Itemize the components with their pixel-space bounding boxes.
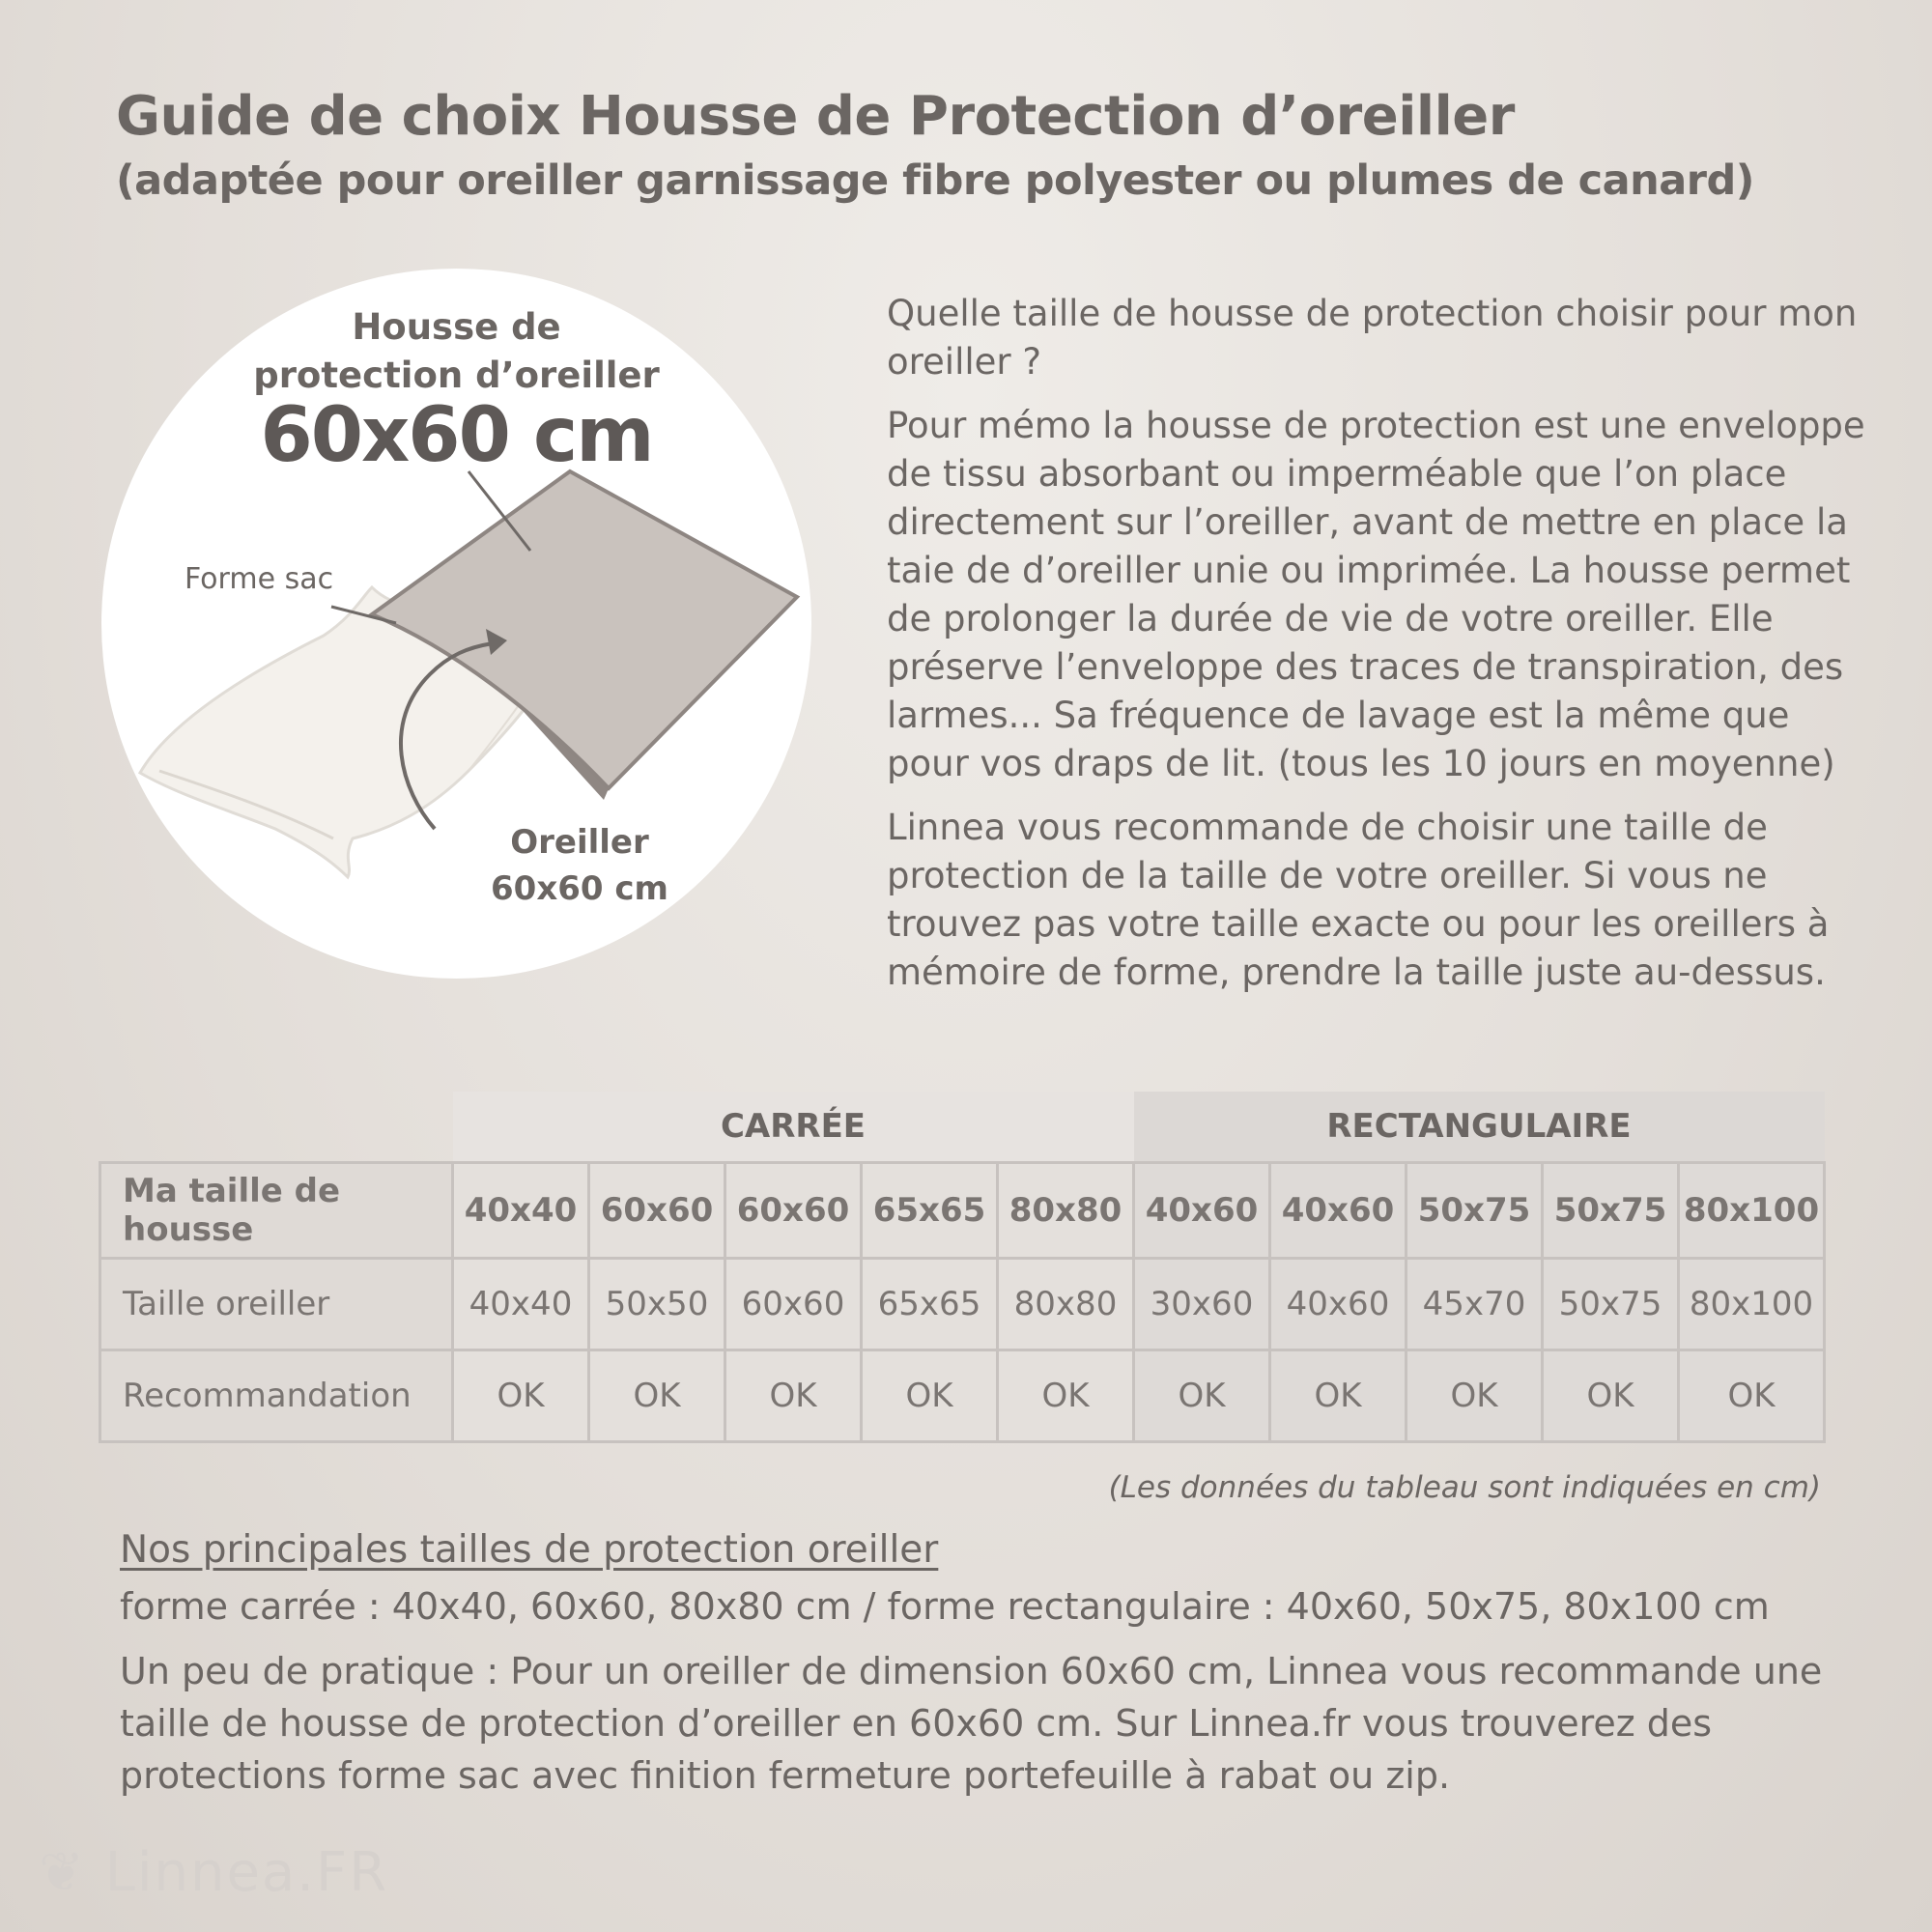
table-cell: 80x80 [998, 1163, 1134, 1259]
group-header-carree: CARRÉE [453, 1092, 1134, 1163]
pillow-label [483, 819, 676, 912]
table-cell: OK [1270, 1350, 1406, 1442]
cover-label-line2: protection d’oreiller [253, 355, 660, 396]
table-cell: 80x100 [1679, 1163, 1825, 1259]
table-cell: 50x75 [1543, 1259, 1679, 1350]
row-label-oreiller: Taille oreiller [100, 1259, 453, 1350]
table-cell: 65x65 [862, 1163, 998, 1259]
table-cell: 40x60 [1270, 1259, 1406, 1350]
table-cell: OK [589, 1350, 725, 1442]
pillow-label-line2: 60x60 cm [491, 869, 668, 908]
cover-label-line1: Housse de [352, 306, 561, 348]
size-table [99, 1092, 1826, 1443]
forme-label: Forme sac [185, 562, 334, 596]
table-cell: 30x60 [1134, 1259, 1270, 1350]
practice-text: Un peu de pratique : Pour un oreiller de dimension 60x60 cm, Linnea vous recommande une taille de housse de protection d’oreiller en 60x60 cm. Sur Linnea.fr vous trouverez des protections forme sac avec finition fermeture portefeuille à rabat ou zip. [120, 1650, 1823, 1797]
cover-label [101, 303, 811, 400]
table-row-housse [100, 1163, 1825, 1259]
table-note: (Les données du tableau sont indiquées en cm) [1108, 1470, 1821, 1505]
intro-question: Quelle taille de housse de protection choisir pour mon oreiller ? [887, 293, 1858, 383]
table-cell: 60x60 [725, 1163, 862, 1259]
table-cell: 40x40 [453, 1163, 589, 1259]
brand-logo-text: Linnea.FR [104, 1841, 389, 1904]
page-subtitle: (adaptée pour oreiller garnissage fibre polyester ou plumes de canard) [116, 156, 1754, 205]
table-cell: OK [1134, 1350, 1270, 1442]
table-cell: 50x75 [1543, 1163, 1679, 1259]
table-cell: 45x70 [1406, 1259, 1543, 1350]
table-cell: OK [862, 1350, 998, 1442]
row-label-housse: Ma taille de housse [100, 1163, 453, 1259]
table-row-oreiller [100, 1259, 1825, 1350]
leaf-icon: ❦ [39, 1841, 105, 1904]
table-cell: 40x40 [453, 1259, 589, 1350]
table-cell: 80x100 [1679, 1259, 1825, 1350]
group-header-row [100, 1092, 1825, 1163]
page-title: Guide de choix Housse de Protection d’oreiller [116, 85, 1515, 148]
sizes-section-line: forme carrée : 40x40, 60x60, 80x80 cm / forme rectangulaire : 40x60, 50x75, 80x100 cm [120, 1585, 1770, 1628]
group-header-rect: RECTANGULAIRE [1134, 1092, 1825, 1163]
table-cell: 60x60 [725, 1259, 862, 1350]
table-cell: 80x80 [998, 1259, 1134, 1350]
table-cell: OK [725, 1350, 862, 1442]
group-header-empty [100, 1092, 453, 1163]
table-cell: OK [1406, 1350, 1543, 1442]
table-cell: 40x60 [1134, 1163, 1270, 1259]
table-cell: 50x50 [589, 1259, 725, 1350]
sizes-section-title: Nos principales tailles de protection oreiller [120, 1528, 939, 1572]
intro-recommendation: Linnea vous recommande de choisir une taille de protection de la taille de votre oreiller. Si vous ne trouvez pas votre taille exacte ou pour les oreillers à mémoire de forme, prendre la taille juste au-dessus. [887, 807, 1830, 993]
table-cell: 65x65 [862, 1259, 998, 1350]
row-label-reco: Recommandation [100, 1350, 453, 1442]
table-cell: OK [1679, 1350, 1825, 1442]
intro-text [887, 290, 1882, 1012]
table-cell: OK [453, 1350, 589, 1442]
table-cell: OK [1543, 1350, 1679, 1442]
table-cell: 60x60 [589, 1163, 725, 1259]
brand-logo [39, 1841, 388, 1904]
pillow-label-line1: Oreiller [510, 823, 649, 862]
cover-size: 60x60 cm [260, 392, 653, 479]
table-cell: OK [998, 1350, 1134, 1442]
table-cell: 40x60 [1270, 1163, 1406, 1259]
table-row-reco [100, 1350, 1825, 1442]
illustration-circle [101, 269, 811, 979]
intro-memo: Pour mémo la housse de protection est une enveloppe de tissu absorbant ou imperméable que l’on place directement sur l’oreiller, avant de mettre en place la taie de d’oreiller unie ou imprimée. La housse permet de prolonger la durée de vie de votre oreiller. Elle préserve l’enveloppe des traces de transpiration, des larmes... Sa fréquence de lavage est la même que pour vos draps de lit. (tous les 10 jours en moyenne) [887, 405, 1865, 784]
table-cell: 50x75 [1406, 1163, 1543, 1259]
